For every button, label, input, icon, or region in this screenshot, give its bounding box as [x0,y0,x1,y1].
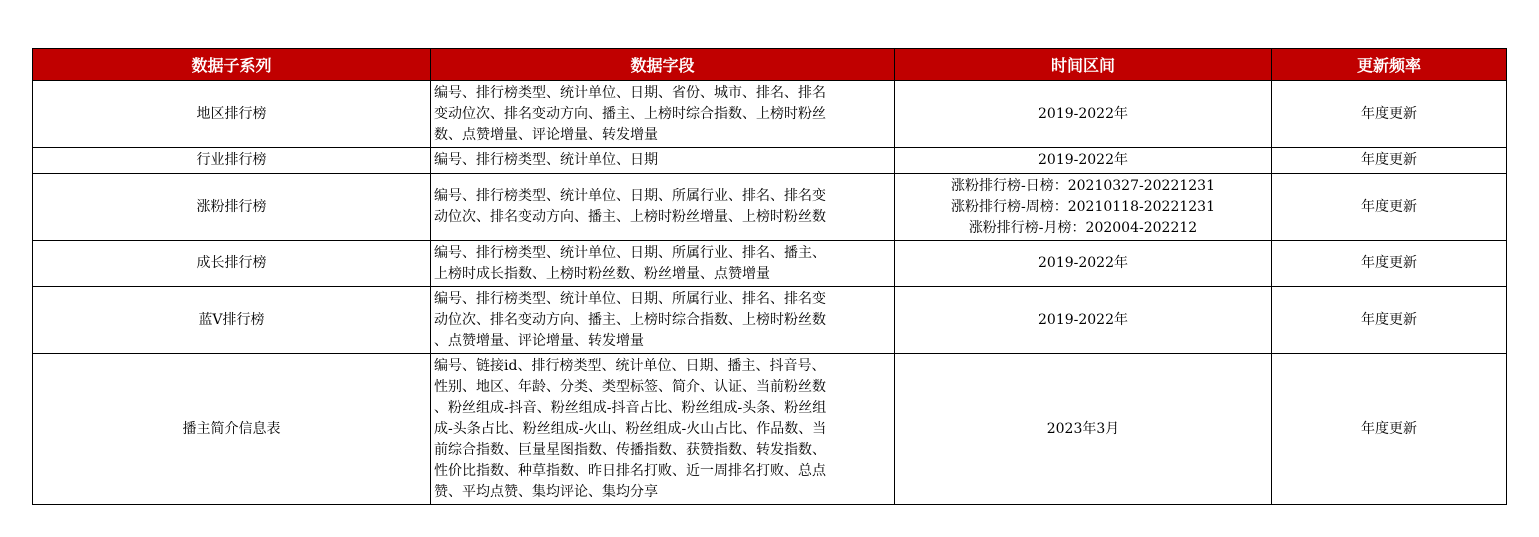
frequency-cell: 年度更新 [1272,174,1507,241]
header-series: 数据子系列 [33,49,431,81]
fields-cell [431,241,895,287]
header-fields: 数据字段 [431,49,895,81]
table-row [33,148,1507,174]
frequency-cell: 年度更新 [1272,287,1507,354]
fields-cell [431,354,895,505]
fields-text: 编号、排行榜类型、统计单位、日期 [434,152,658,168]
series-cell: 行业排行榜 [33,148,431,174]
series-cell: 成长排行榜 [33,241,431,287]
table-row [33,241,1507,287]
period-cell [895,174,1272,241]
data-catalog-table [32,48,1507,505]
frequency-cell: 年度更新 [1272,148,1507,174]
fields-text: 编号、链接id、排行榜类型、统计单位、日期、播主、抖音号、 性别、地区、年龄、分类、类型标签、简介、认证、当前粉丝数 、粉丝组成-抖音、粉丝组成-抖音占比、粉丝组成-头条、粉丝组 成-头条占比、粉丝组成-火山、粉丝组成-火山占比、作品数、当 前综合指数、巨量星图指数、传播指数、获赞指数、转发指数、 性价比指数、种草指数、昨日排名打败、近一周排名打败、总点 赞、平均点赞、集均评论、集均分享 [434,357,827,500]
fields-text: 编号、排行榜类型、统计单位、日期、所属行业、排名、播主、 上榜时成长指数、上榜时粉丝数、粉丝增量、点赞增量 [434,244,826,282]
period-cell: 2019-2022年 [895,241,1272,287]
table-row [33,81,1507,148]
fields-text: 编号、排行榜类型、统计单位、日期、省份、城市、排名、排名 变动位次、排名变动方向、播主、上榜时综合指数、上榜时粉丝 数、点赞增量、评论增量、转发增量 [434,84,826,143]
period-cell: 2019-2022年 [895,287,1272,354]
period-cell: 2023年3月 [895,354,1272,505]
fields-cell [431,287,895,354]
fields-cell [431,148,895,174]
header-period: 时间区间 [895,49,1272,81]
period-cell: 2019-2022年 [895,81,1272,148]
frequency-cell: 年度更新 [1272,81,1507,148]
series-cell: 地区排行榜 [33,81,431,148]
header-row [33,49,1507,81]
fields-cell [431,81,895,148]
series-cell: 播主简介信息表 [33,354,431,505]
series-cell: 蓝V排行榜 [33,287,431,354]
period-cell: 2019-2022年 [895,148,1272,174]
fields-text: 编号、排行榜类型、统计单位、日期、所属行业、排名、排名变 动位次、排名变动方向、播主、上榜时粉丝增量、上榜时粉丝数 [434,188,826,225]
fields-cell [431,174,895,241]
series-cell: 涨粉排行榜 [33,174,431,241]
frequency-cell: 年度更新 [1272,241,1507,287]
table-row [33,354,1507,505]
period-text: 涨粉排行榜-日榜：20210327-20221231 涨粉排行榜-周榜：20210118-20221231 涨粉排行榜-月榜：202004-202212 [951,177,1215,236]
table-row [33,287,1507,354]
table-row [33,174,1507,241]
header-frequency: 更新频率 [1272,49,1507,81]
fields-text: 编号、排行榜类型、统计单位、日期、所属行业、排名、排名变 动位次、排名变动方向、播主、上榜时综合指数、上榜时粉丝数 、点赞增量、评论增量、转发增量 [434,290,826,349]
frequency-cell: 年度更新 [1272,354,1507,505]
